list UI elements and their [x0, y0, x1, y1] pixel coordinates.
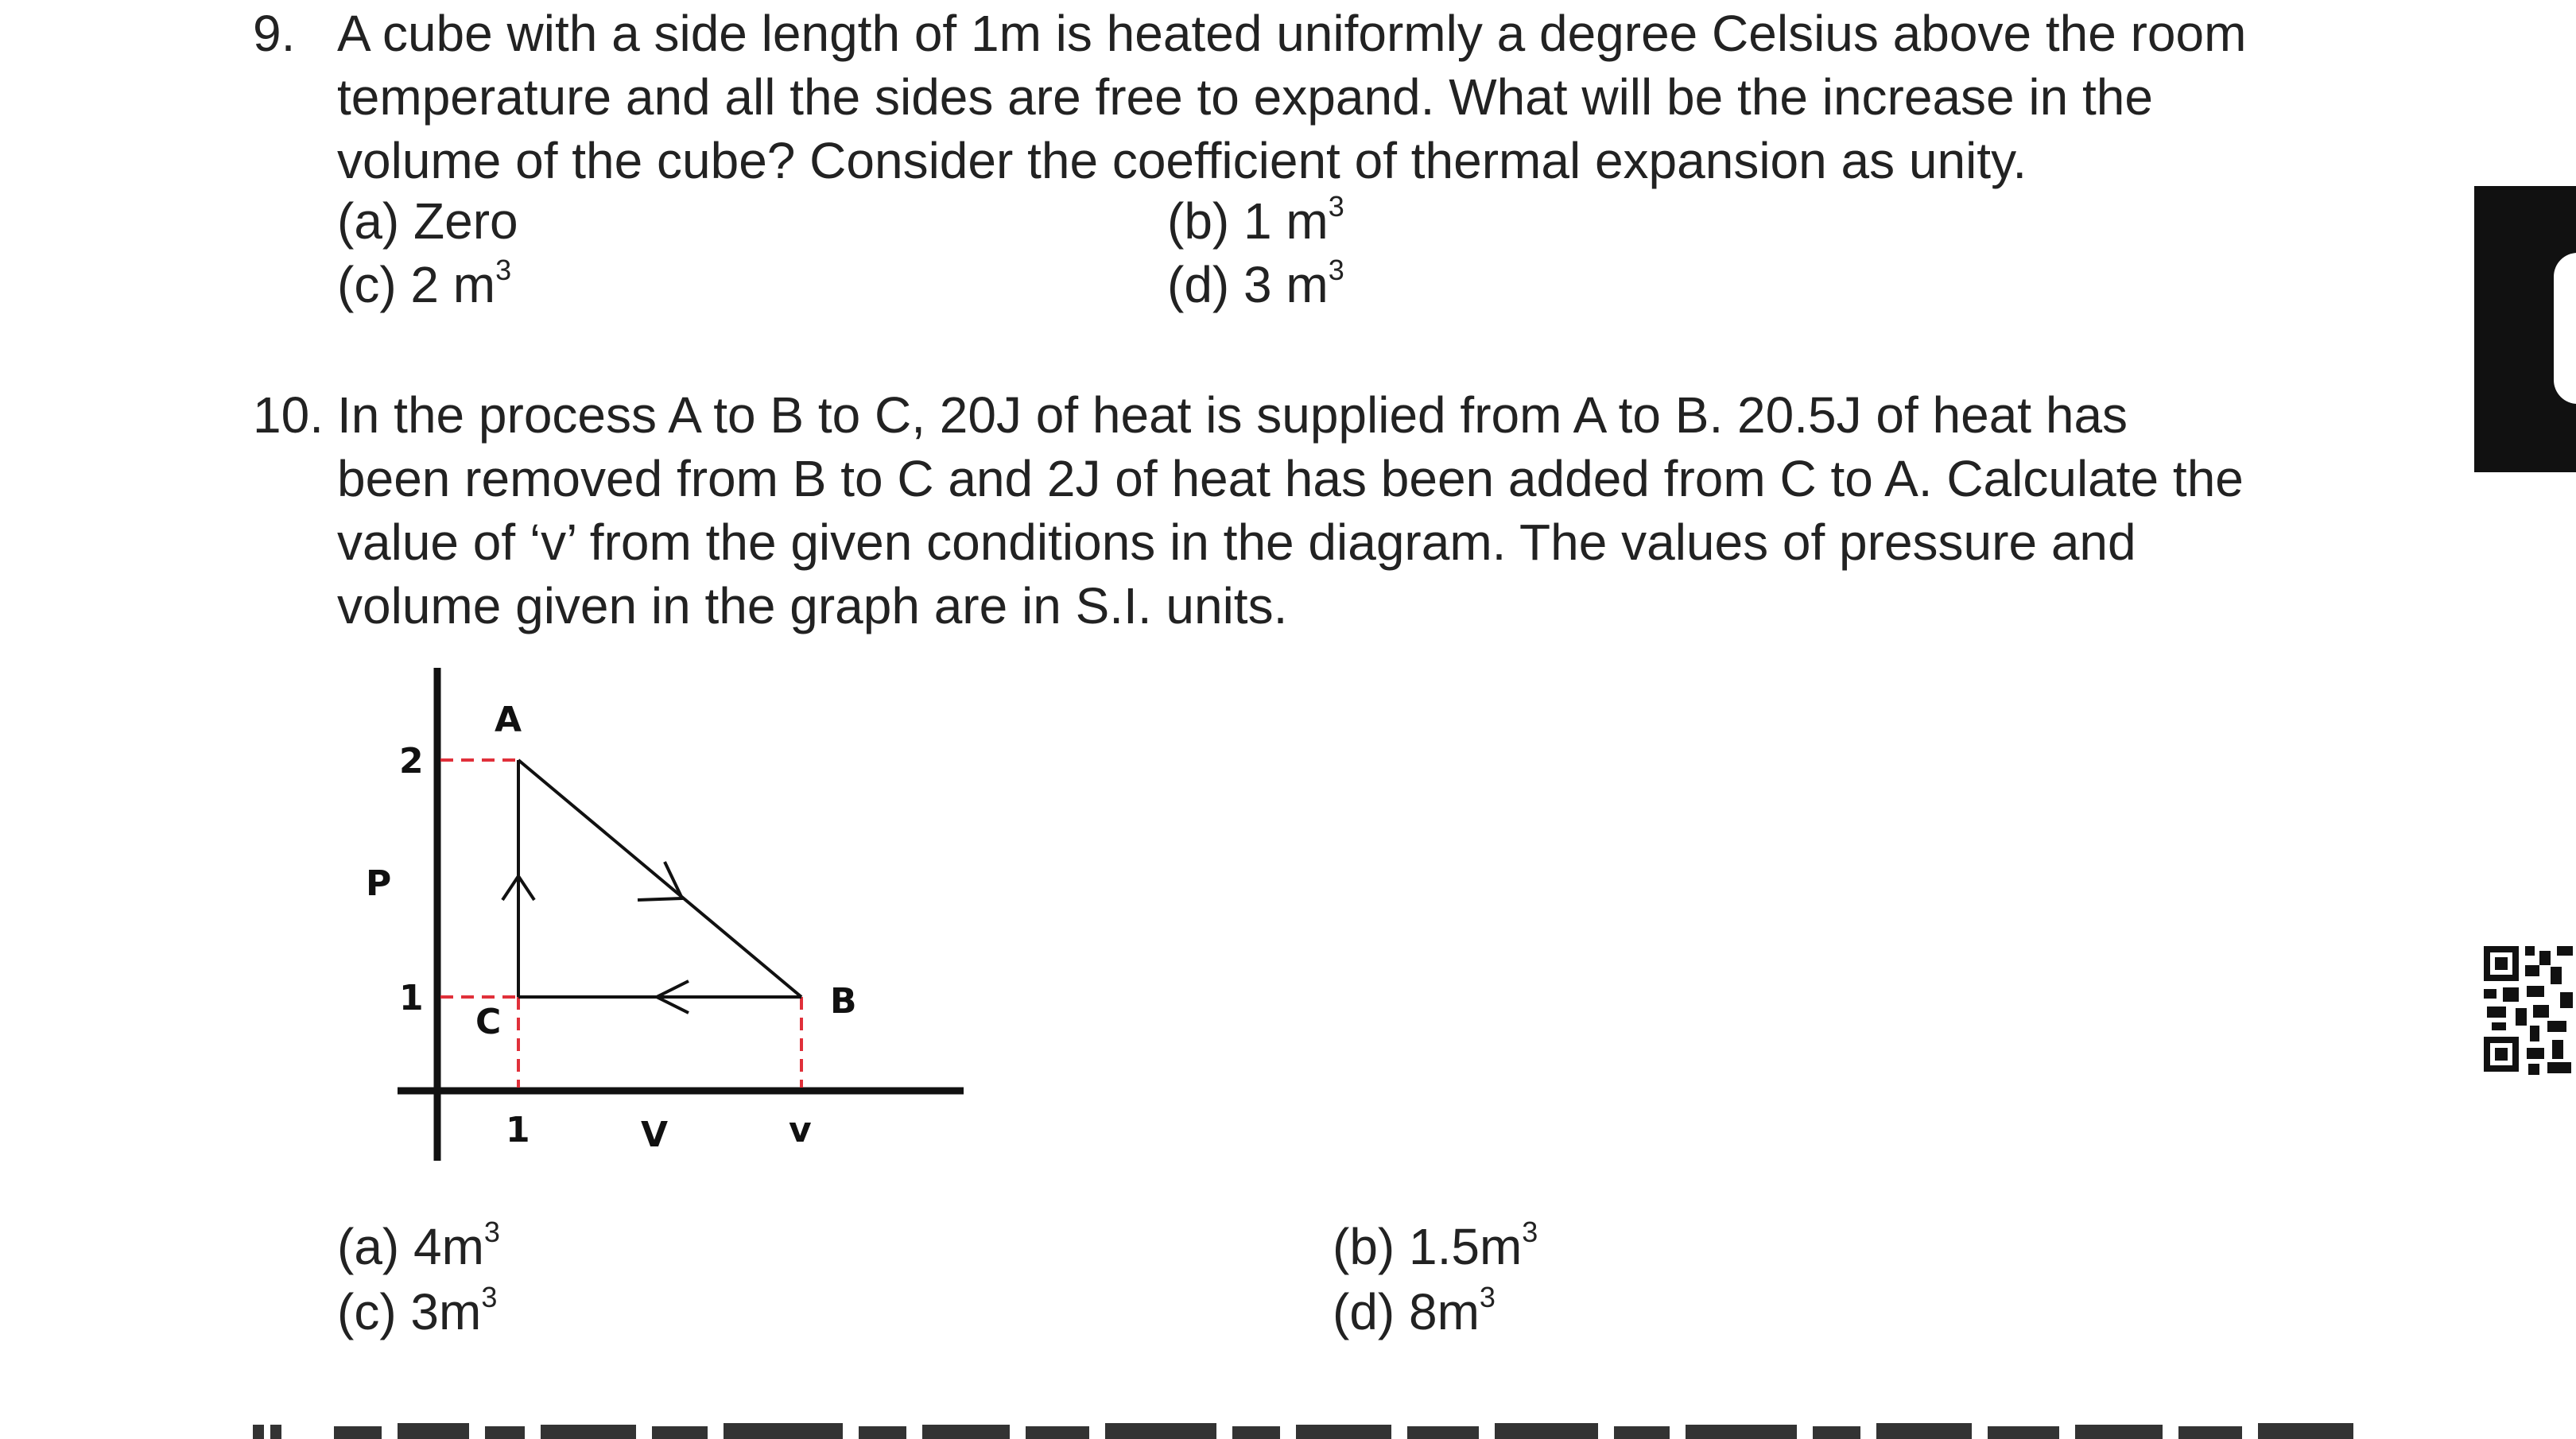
v-tick-label-1: 1	[506, 1110, 530, 1150]
option-label: (d) 8m	[1333, 1283, 1480, 1340]
question-10-option-b	[1333, 1215, 1538, 1278]
point-label-a: A	[495, 700, 522, 740]
question-9-option-b	[1167, 189, 1344, 253]
qr-code-icon	[2481, 943, 2576, 1078]
question-10-option-a	[337, 1215, 500, 1278]
option-superscript: 3	[1479, 1280, 1496, 1313]
question-9-option-d	[1167, 253, 1344, 316]
question-9-text-line-3: volume of the cube? Consider the coefficient of thermal expansion as unity.	[337, 132, 2027, 189]
question-10-option-c	[337, 1280, 497, 1344]
option-label: (c) 2 m	[337, 256, 496, 313]
question-10-text-line-1: In the process A to B to C, 20J of heat is supplied from A to B. 20.5J of heat has	[337, 386, 2128, 444]
pv-diagram	[342, 652, 978, 1177]
p-tick-label-2: 2	[399, 741, 424, 782]
question-9-option-c	[337, 253, 511, 316]
question-10-text-line-3: value of ‘v’ from the given conditions in the diagram. The values of pressure and	[337, 514, 2136, 571]
question-9-text-line-2: temperature and all the sides are free to expand. What will be the increase in the	[337, 68, 2153, 126]
cut-off-next-question-line	[239, 1407, 2433, 1439]
point-label-b: B	[830, 981, 857, 1022]
option-superscript: 3	[1522, 1215, 1538, 1248]
question-10-text-line-2: been removed from B to C and 2J of heat has been added from C to A. Calculate the	[337, 450, 2244, 507]
option-label: (b) 1 m	[1167, 192, 1329, 250]
option-label: (a) 4m	[337, 1218, 484, 1275]
option-superscript: 3	[495, 253, 512, 286]
option-label: (c) 3m	[337, 1283, 482, 1340]
option-superscript: 3	[1328, 253, 1344, 286]
side-tab-notch	[2554, 253, 2576, 404]
option-label: (d) 3 m	[1167, 256, 1329, 313]
question-9-text-line-1: A cube with a side length of 1m is heated uniformly a degree Celsius above the room	[337, 5, 2247, 62]
question-9-number: 9.	[253, 5, 296, 62]
option-label: (a) Zero	[337, 192, 518, 250]
option-superscript: 3	[483, 1215, 500, 1248]
question-10-number: 10.	[253, 386, 324, 444]
option-superscript: 3	[1328, 189, 1344, 223]
question-10-text-line-4: volume given in the graph are in S.I. units.	[337, 577, 1288, 634]
point-label-c: C	[475, 1002, 502, 1042]
p-axis-label: P	[366, 863, 392, 904]
p-tick-label-1: 1	[399, 978, 424, 1018]
option-label: (b) 1.5m	[1333, 1218, 1523, 1275]
question-10-option-d	[1333, 1280, 1496, 1344]
process-a-to-b	[518, 760, 801, 997]
question-9-option-a	[337, 189, 518, 253]
option-superscript: 3	[481, 1280, 498, 1313]
v-axis-label: V	[641, 1115, 669, 1155]
v-tick-label-v: v	[789, 1110, 812, 1150]
